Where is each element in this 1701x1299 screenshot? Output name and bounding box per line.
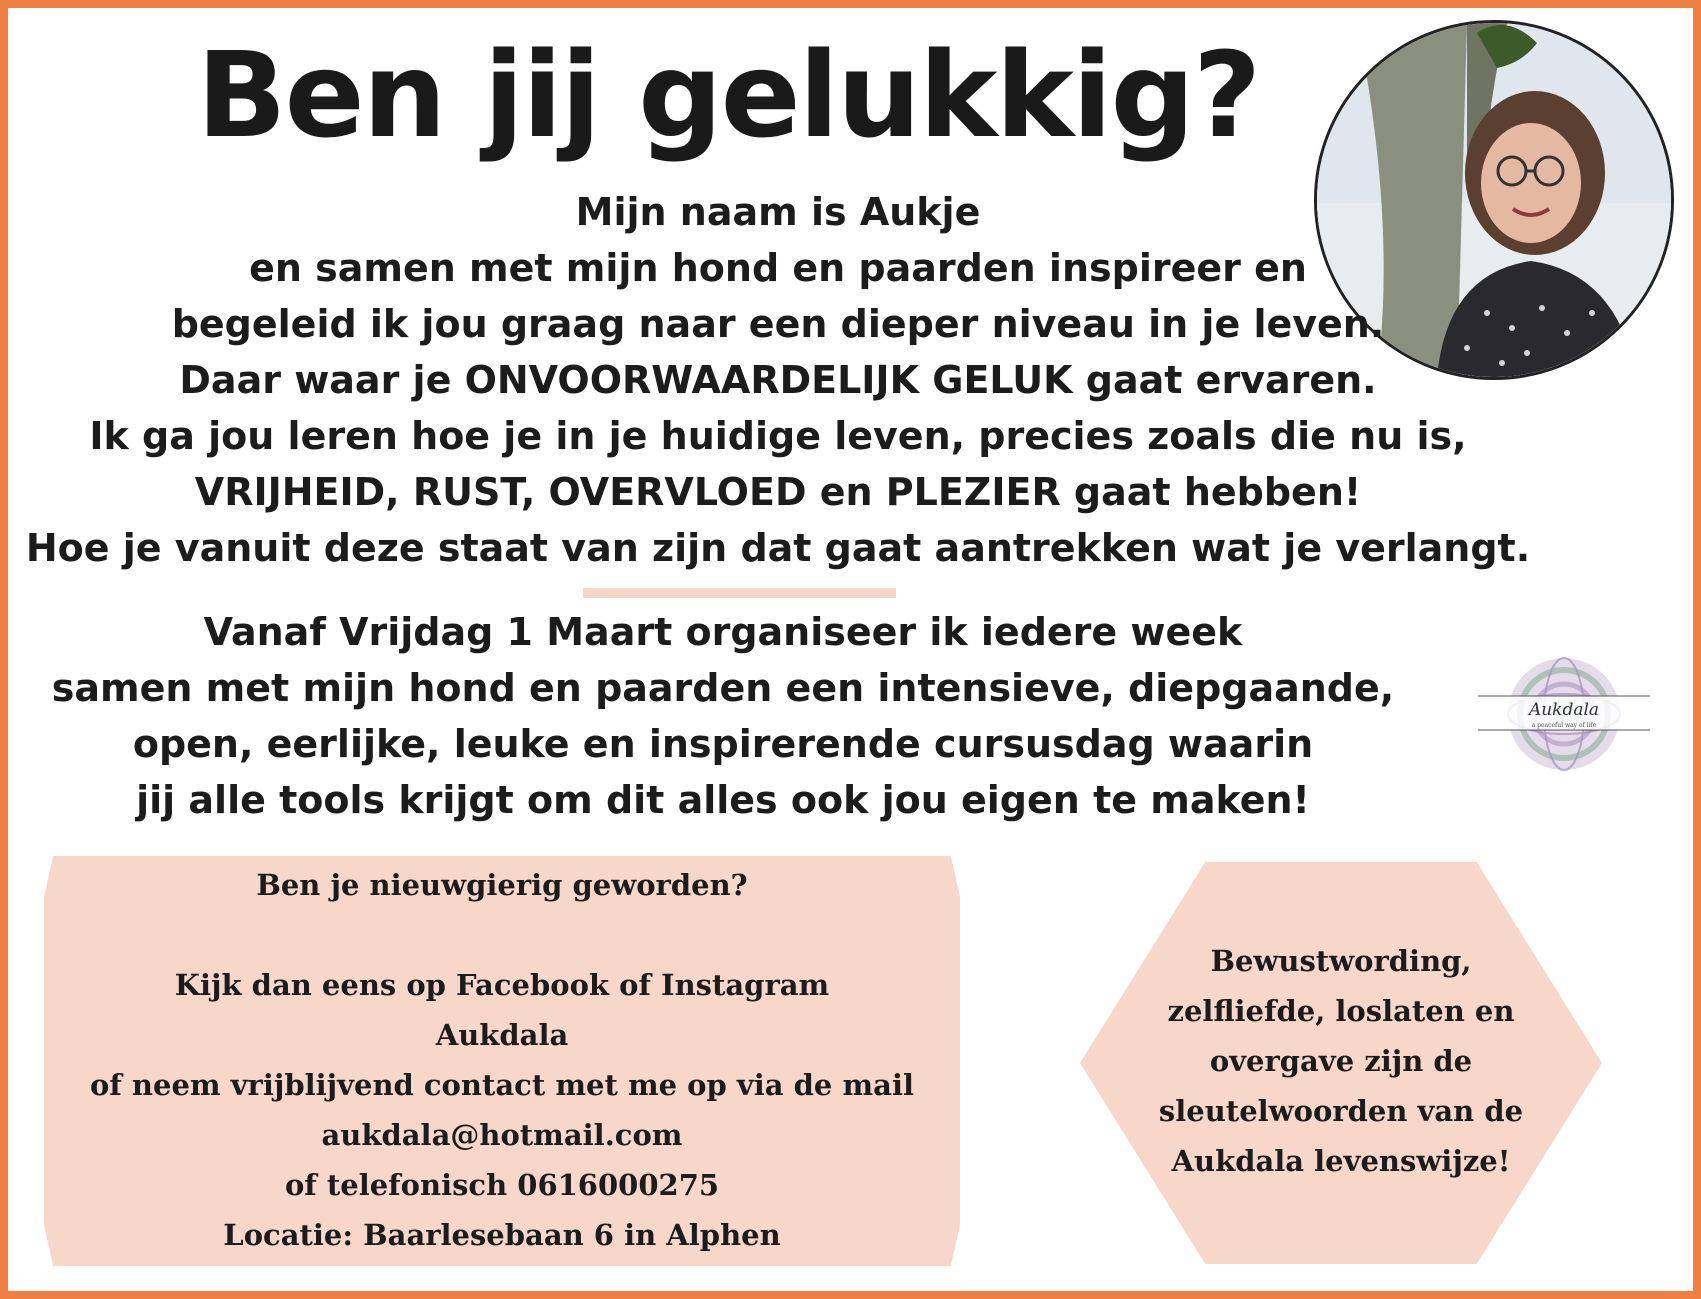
contact-line: Kijk dan eens op Facebook of Instagram xyxy=(174,968,830,1002)
intro-line: VRIJHEID, RUST, OVERVLOED en PLEZIER gaat hebben! xyxy=(194,470,1362,514)
event-text xyxy=(8,604,1438,828)
divider xyxy=(583,588,896,598)
aukdala-logo xyxy=(1474,644,1654,784)
contact-line: of neem vrijblijvend contact met me op via de mail xyxy=(90,1068,914,1102)
event-line: samen met mijn hond en paarden een intensieve, diepgaande, xyxy=(51,666,1395,710)
keywords-line: Bewustwording, xyxy=(1210,944,1472,978)
contact-question: Ben je nieuwgierig geworden? xyxy=(256,868,748,902)
contact-location: Locatie: Baarlesebaan 6 in Alphen xyxy=(223,1218,781,1252)
contact-text xyxy=(44,860,960,1260)
event-line: Vanaf Vrijdag 1 Maart organiseer ik iedere week xyxy=(203,610,1243,654)
keywords-line: zelfliefde, loslaten en xyxy=(1167,994,1515,1028)
event-line: jij alle tools krijgt om dit alles ook jou eigen te maken! xyxy=(136,778,1310,822)
contact-email: aukdala@hotmail.com xyxy=(321,1118,683,1152)
intro-line: begeleid ik jou graag naar een dieper niveau in je leven. xyxy=(171,302,1385,346)
keywords-line: overgave zijn de xyxy=(1209,1044,1473,1078)
keywords-line: Aukdala levenswijze! xyxy=(1171,1144,1511,1178)
keywords-text xyxy=(1080,936,1602,1186)
intro-line: en samen met mijn hond en paarden inspireer en xyxy=(249,246,1307,290)
intro-line: Hoe je vanuit deze staat van zijn dat gaat aantrekken wat je verlangt. xyxy=(25,526,1531,570)
event-line: open, eerlijke, leuke en inspirerende cursusdag waarin xyxy=(132,722,1314,766)
headline: Ben jij gelukkig? xyxy=(196,26,1260,164)
keywords-line: sleutelwoorden van de xyxy=(1158,1094,1524,1128)
intro-text xyxy=(8,184,1548,576)
spacer xyxy=(44,910,960,960)
intro-line: Ik ga jou leren hoe je in je huidige leven, precies zoals die nu is, xyxy=(89,414,1467,458)
logo-name: Aukdala xyxy=(1528,700,1600,720)
intro-line: Mijn naam is Aukje xyxy=(575,190,981,234)
contact-phone: of telefonisch 0616000275 xyxy=(284,1168,720,1202)
logo-tagline: a peaceful way of life xyxy=(1531,722,1597,729)
contact-line: Aukdala xyxy=(435,1018,569,1052)
intro-line: Daar waar je ONVOORWAARDELIJK GELUK gaat ervaren. xyxy=(179,358,1377,402)
